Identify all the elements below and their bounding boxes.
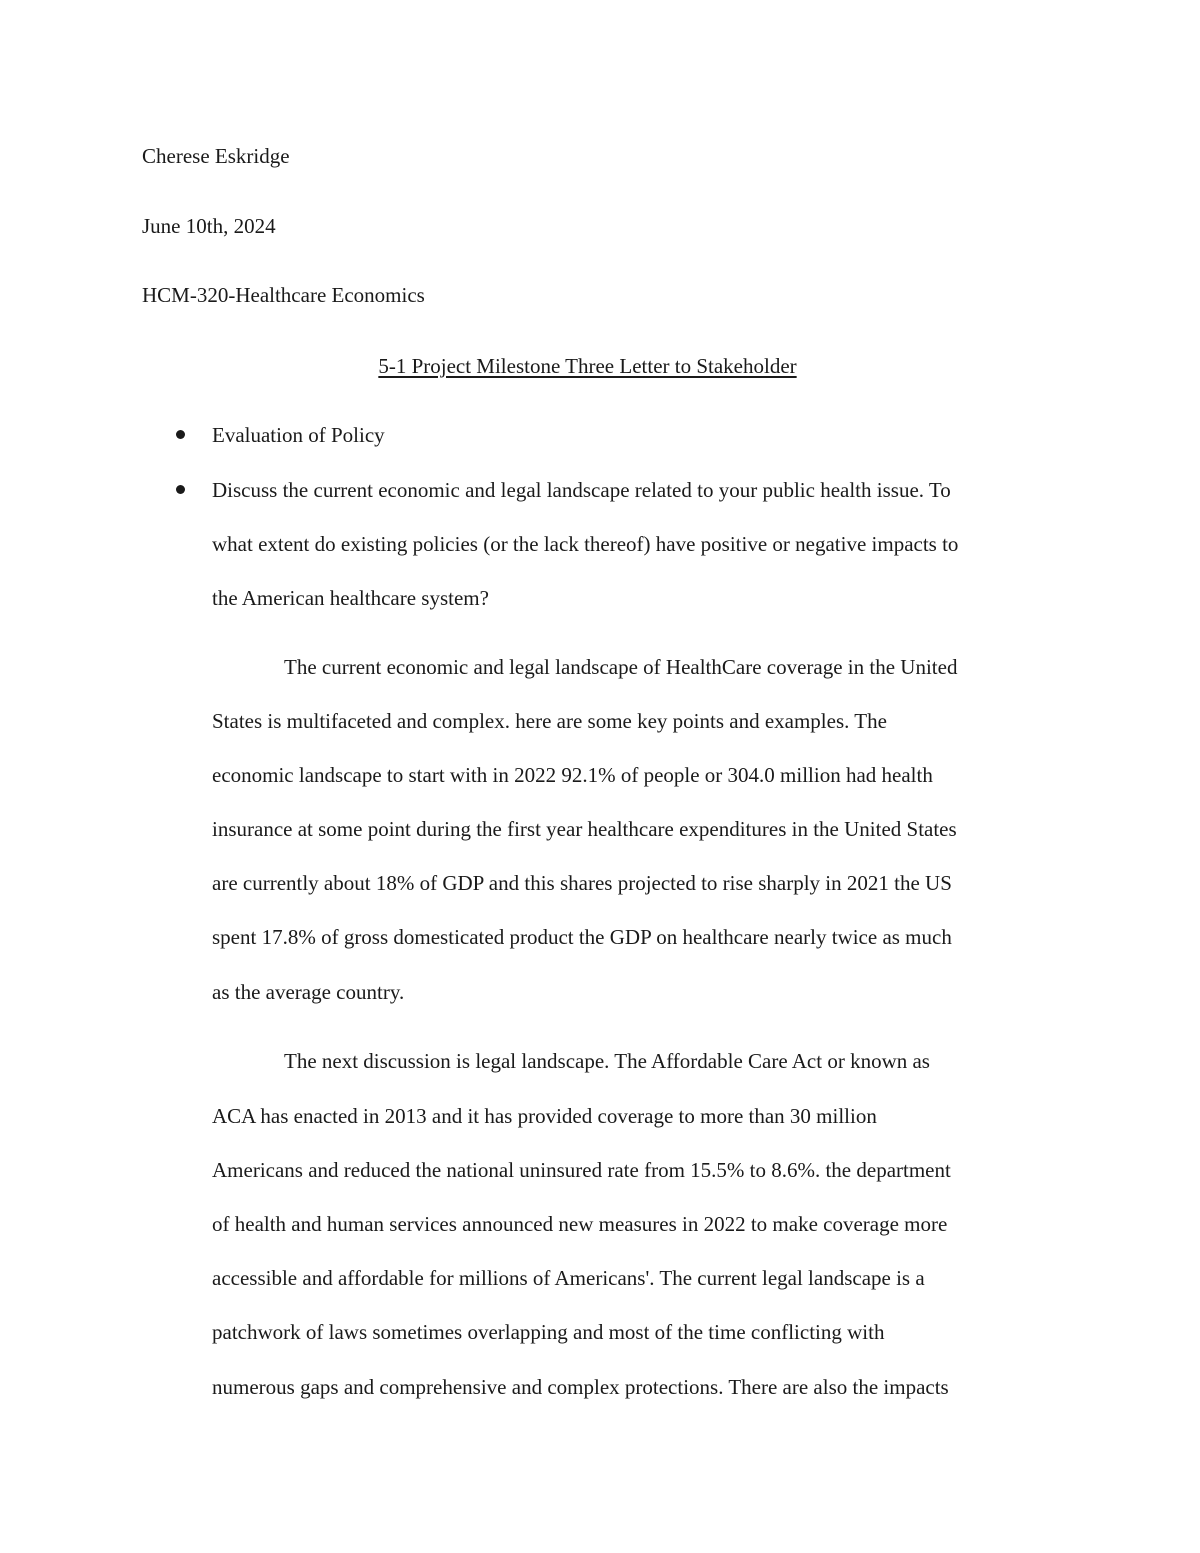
bullet-icon <box>176 485 185 494</box>
paragraph-line: States is multifaceted and complex. here are some key points and examples. The <box>212 709 887 733</box>
bullet-line: Discuss the current economic and legal landscape related to your public health issue. To <box>212 478 951 502</box>
paragraph-line: Americans and reduced the national uninsured rate from 15.5% to 8.6%. the department <box>212 1158 951 1182</box>
document-date: June 10th, 2024 <box>142 214 276 238</box>
bullet-line: what extent do existing policies (or the lack thereof) have positive or negative impacts to <box>212 532 959 556</box>
paragraph-line: accessible and affordable for millions of Americans'. The current legal landscape is a <box>212 1266 925 1290</box>
bullet-line: the American healthcare system? <box>212 586 489 610</box>
bullet-line: Evaluation of Policy <box>212 423 385 447</box>
paragraph-line: spent 17.8% of gross domesticated product the GDP on healthcare nearly twice as much <box>212 925 952 949</box>
document-title: 5-1 Project Milestone Three Letter to Stakeholder <box>378 354 797 378</box>
paragraph-line: are currently about 18% of GDP and this shares projected to rise sharply in 2021 the US <box>212 871 952 895</box>
paragraph-line: insurance at some point during the first year healthcare expenditures in the United States <box>212 817 957 841</box>
paragraph-line: economic landscape to start with in 2022 92.1% of people or 304.0 million had health <box>212 763 933 787</box>
paragraph-line: of health and human services announced new measures in 2022 to make coverage more <box>212 1212 948 1236</box>
paragraph-line: The current economic and legal landscape of HealthCare coverage in the United <box>284 655 958 679</box>
bullet-icon <box>176 430 185 439</box>
paragraph-line: The next discussion is legal landscape. The Affordable Care Act or known as <box>284 1049 930 1073</box>
paragraph-line: numerous gaps and comprehensive and complex protections. There are also the impacts <box>212 1375 949 1399</box>
paragraph-line: patchwork of laws sometimes overlapping and most of the time conflicting with <box>212 1320 885 1344</box>
paragraph-line: ACA has enacted in 2013 and it has provided coverage to more than 30 million <box>212 1104 877 1128</box>
paragraph-line: as the average country. <box>212 980 405 1004</box>
author-name: Cherese Eskridge <box>142 144 290 168</box>
course-name: HCM-320-Healthcare Economics <box>142 283 425 307</box>
